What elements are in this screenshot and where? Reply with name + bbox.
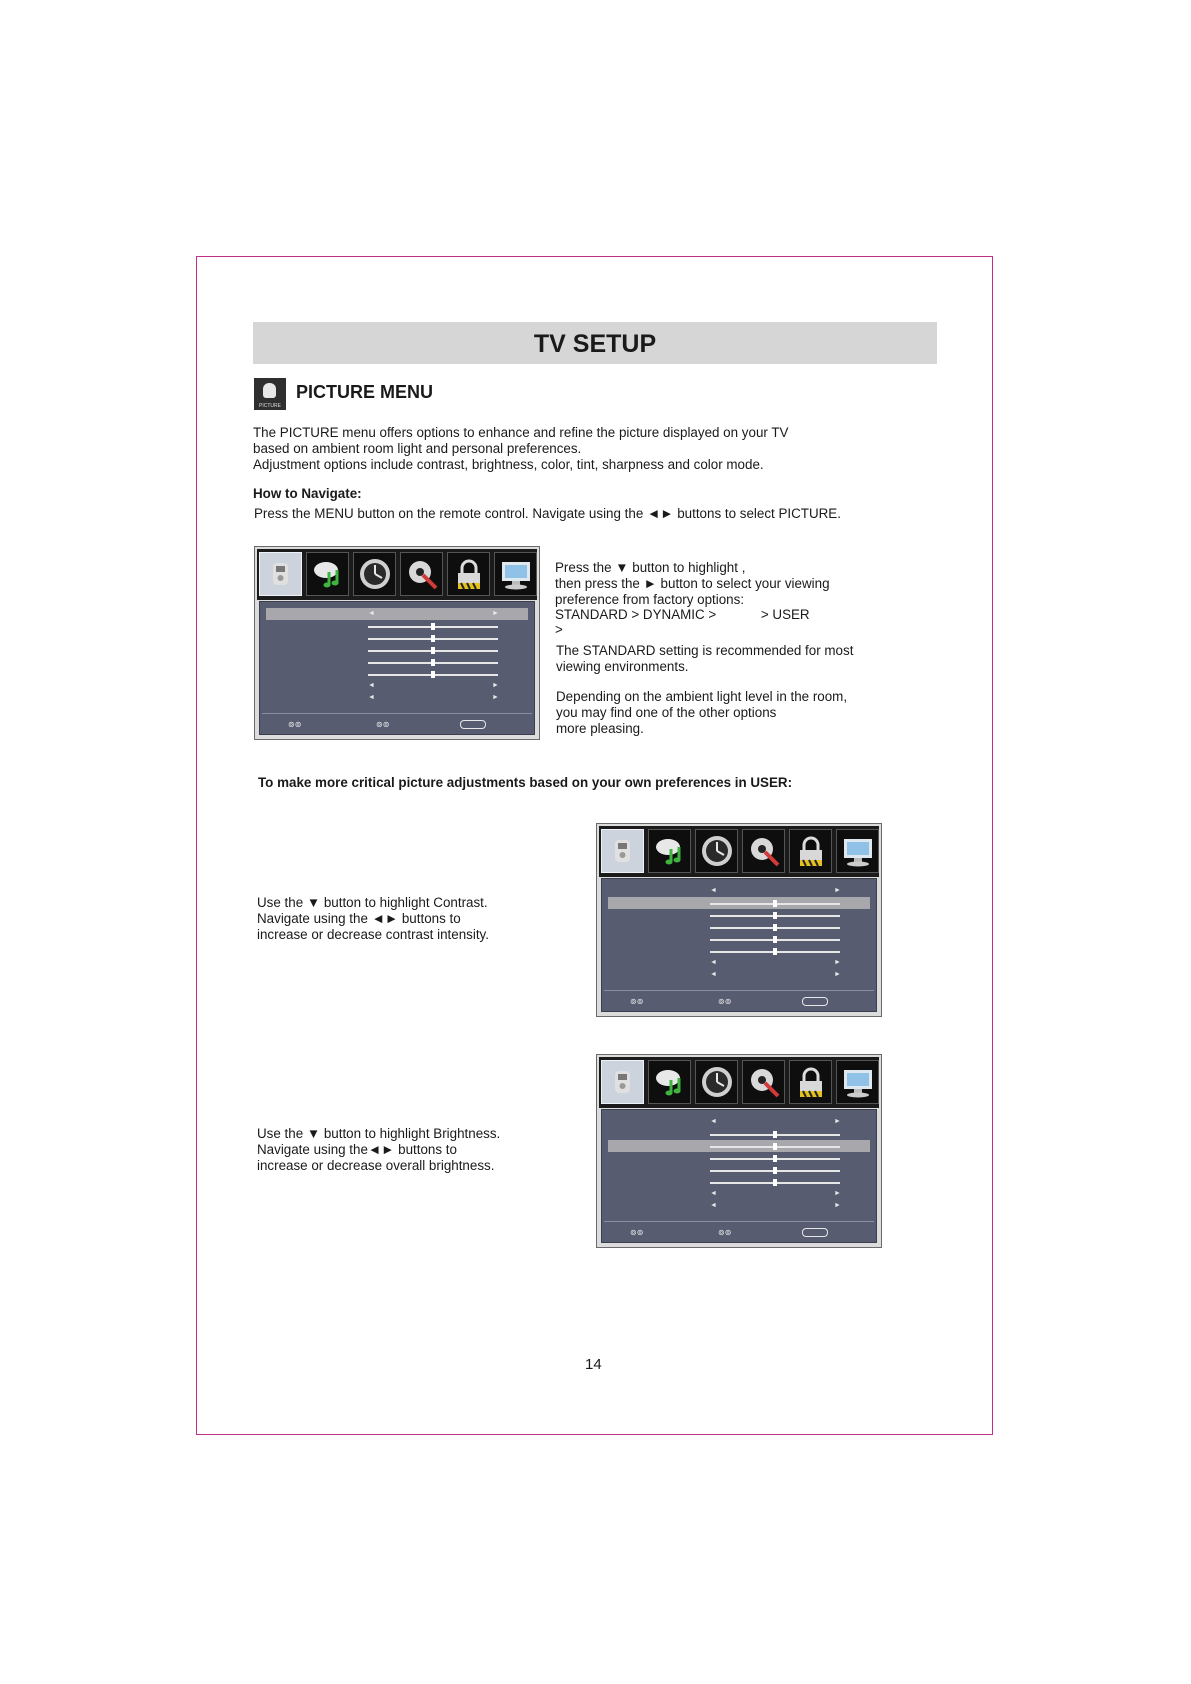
right-arrow-icon[interactable]: ► [834,971,841,978]
channel-icon[interactable] [836,829,879,873]
menu-slider[interactable] [368,662,498,664]
left-arrow-icon[interactable]: ◄ [368,682,375,689]
menu-slider[interactable] [368,638,498,640]
menu-slider[interactable] [710,951,840,953]
right-arrow-icon[interactable]: ► [834,959,841,966]
up-down-keys-icon: ⊚⊚ [630,1228,644,1237]
slider-knob[interactable] [773,1167,777,1174]
menu-key-icon [802,997,828,1006]
audio-icon[interactable] [648,829,691,873]
slider-knob[interactable] [773,948,777,955]
right-arrow-icon[interactable]: ► [834,887,841,894]
slider-knob[interactable] [431,659,435,666]
tv-menu-screen [596,1054,882,1248]
menu-slider[interactable] [710,915,840,917]
menu-slider[interactable] [368,626,498,628]
navigate-heading: How to Navigate: [253,486,362,501]
lock-icon[interactable] [447,552,490,596]
right-arrow-icon[interactable]: ► [834,1118,841,1125]
mode-line-3: preference from factory options: [555,592,745,607]
left-arrow-icon[interactable]: ◄ [368,694,375,701]
channel-icon[interactable] [494,552,537,596]
footer-divider [604,990,874,991]
section-title: PICTURE MENU [296,382,434,402]
menu-slider[interactable] [710,1158,840,1160]
menu-slider[interactable] [368,674,498,676]
slider-knob[interactable] [773,900,777,907]
contrast-line-2: Navigate using the ◄► buttons to [257,911,461,926]
menu-tab-bar [599,826,879,877]
setup-icon[interactable] [742,1060,785,1104]
timer-icon[interactable] [695,829,738,873]
menu-slider[interactable] [368,650,498,652]
brightness-line-2: Navigate using the◄► buttons to [257,1142,457,1157]
audio-icon[interactable] [306,552,349,596]
right-arrow-icon[interactable]: ► [492,694,499,701]
contrast-line-1: Use the ▼ button to highlight Contrast. [257,895,488,910]
up-down-keys-icon: ⊚⊚ [630,997,644,1006]
tv-menu-screen [254,546,540,740]
left-arrow-icon[interactable]: ◄ [710,1202,717,1209]
menu-panel [601,1109,877,1243]
mode-line-4: STANDARD > DYNAMIC > > USER [555,607,810,622]
intro-line-1: The PICTURE menu offers options to enhance and refine the picture displayed on your TV [253,425,789,440]
up-down-keys-icon: ⊚⊚ [288,720,302,729]
menu-slider[interactable] [710,939,840,941]
menu-tab-bar [599,1057,879,1108]
footer-divider [604,1221,874,1222]
slider-knob[interactable] [773,912,777,919]
menu-slider[interactable] [710,927,840,929]
left-right-keys-icon: ⊚⊚ [376,720,390,729]
menu-slider[interactable] [710,903,840,905]
picture-icon[interactable] [601,829,644,873]
left-arrow-icon[interactable]: ◄ [710,887,717,894]
lock-icon[interactable] [789,1060,832,1104]
right-arrow-icon[interactable]: ► [492,682,499,689]
left-arrow-icon[interactable]: ◄ [710,959,717,966]
menu-key-icon [802,1228,828,1237]
brightness-line-1: Use the ▼ button to highlight Brightness. [257,1126,501,1141]
menu-panel [601,878,877,1012]
page-number: 14 [585,1356,602,1373]
brightness-line-3: increase or decrease overall brightness. [257,1158,495,1173]
slider-knob[interactable] [773,1155,777,1162]
slider-knob[interactable] [773,1143,777,1150]
right-arrow-icon[interactable]: ► [492,610,499,617]
ambient-line-2: you may find one of the other options [556,705,777,720]
menu-tab-bar [257,549,537,600]
left-arrow-icon[interactable]: ◄ [710,1190,717,1197]
setup-icon[interactable] [400,552,443,596]
menu-slider[interactable] [710,1146,840,1148]
header-banner [253,322,937,364]
navigate-text: Press the MENU button on the remote control. Navigate using the ◄► buttons to select PICTURE. [254,506,841,521]
page-title: TV SETUP [533,330,657,358]
picture-icon[interactable] [601,1060,644,1104]
right-arrow-icon[interactable]: ► [834,1190,841,1197]
menu-key-icon [460,720,486,729]
lock-icon[interactable] [789,829,832,873]
menu-slider[interactable] [710,1134,840,1136]
slider-knob[interactable] [773,1131,777,1138]
slider-knob[interactable] [773,924,777,931]
left-right-keys-icon: ⊚⊚ [718,1228,732,1237]
user-heading: To make more critical picture adjustments based on your own preferences in USER: [258,775,793,790]
mode-line-1: Press the ▼ button to highlight , [555,560,746,575]
slider-knob[interactable] [773,1179,777,1186]
contrast-line-3: increase or decrease contrast intensity. [257,927,489,942]
left-arrow-icon[interactable]: ◄ [368,610,375,617]
timer-icon[interactable] [695,1060,738,1104]
right-arrow-icon[interactable]: ► [834,1202,841,1209]
mode-line-2: then press the ► button to select your viewing [555,576,830,591]
footer-divider [262,713,532,714]
menu-row-highlight [266,608,528,620]
intro-line-3: Adjustment options include contrast, brightness, color, tint, sharpness and color mode. [253,457,764,472]
menu-slider[interactable] [710,1182,840,1184]
slider-knob[interactable] [431,623,435,630]
menu-slider[interactable] [710,1170,840,1172]
standard-line-2: viewing environments. [556,659,689,674]
left-arrow-icon[interactable]: ◄ [710,971,717,978]
intro-line-2: based on ambient room light and personal preferences. [253,441,582,456]
setup-icon[interactable] [742,829,785,873]
slider-knob[interactable] [431,647,435,654]
menu-panel [259,601,535,735]
mode-line-5: > [555,622,563,637]
ambient-line-3: more pleasing. [556,721,644,736]
left-right-keys-icon: ⊚⊚ [718,997,732,1006]
left-arrow-icon[interactable]: ◄ [710,1118,717,1125]
standard-line-1: The STANDARD setting is recommended for most [556,643,854,658]
picture-icon: PICTURE [254,378,286,410]
tv-menu-screen [596,823,882,1017]
picture-icon[interactable] [259,552,302,596]
slider-knob[interactable] [773,936,777,943]
slider-knob[interactable] [431,671,435,678]
ambient-line-1: Depending on the ambient light level in the room, [556,689,848,704]
slider-knob[interactable] [431,635,435,642]
timer-icon[interactable] [353,552,396,596]
audio-icon[interactable] [648,1060,691,1104]
channel-icon[interactable] [836,1060,879,1104]
